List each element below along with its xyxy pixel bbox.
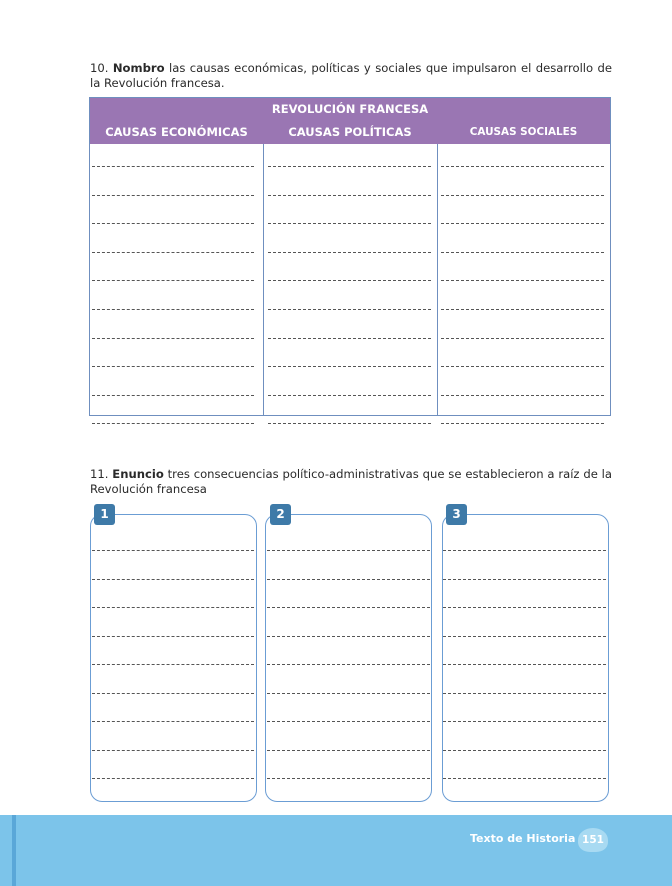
writing-line[interactable]	[443, 693, 606, 694]
writing-line[interactable]	[268, 280, 431, 281]
question-verb: Enuncio	[112, 467, 164, 481]
question-text: tres consecuencias político-administrativas que se establecieron a raíz de la Revolución francesa	[90, 467, 612, 496]
writing-line[interactable]	[441, 423, 604, 424]
question-11	[90, 467, 612, 497]
writing-line[interactable]	[267, 664, 430, 665]
writing-line[interactable]	[267, 636, 430, 637]
writing-line[interactable]	[92, 423, 254, 424]
writing-line[interactable]	[267, 550, 430, 551]
writing-line[interactable]	[92, 280, 254, 281]
writing-line[interactable]	[92, 309, 254, 310]
writing-line[interactable]	[443, 636, 606, 637]
writing-line[interactable]	[268, 252, 431, 253]
answer-box-1[interactable]	[90, 514, 257, 802]
writing-line[interactable]	[267, 778, 430, 779]
question-verb: Nombro	[112, 61, 165, 75]
writing-line[interactable]	[267, 750, 430, 751]
writing-line[interactable]	[92, 721, 254, 722]
writing-line[interactable]	[92, 693, 254, 694]
table-title: REVOLUCIÓN FRANCESA	[90, 98, 610, 121]
writing-line[interactable]	[443, 721, 606, 722]
causes-table	[89, 97, 611, 416]
writing-line[interactable]	[443, 550, 606, 551]
header-economic: CAUSAS ECONÓMICAS	[90, 120, 264, 144]
writing-line[interactable]	[92, 223, 254, 224]
writing-line[interactable]	[267, 693, 430, 694]
header-social: CAUSAS SOCIALES	[437, 120, 610, 144]
writing-line[interactable]	[92, 750, 254, 751]
writing-line[interactable]	[268, 309, 431, 310]
writing-line[interactable]	[267, 579, 430, 580]
question-10	[90, 61, 612, 91]
writing-line[interactable]	[441, 280, 604, 281]
writing-line[interactable]	[268, 223, 431, 224]
writing-line[interactable]	[441, 223, 604, 224]
writing-line[interactable]	[92, 607, 254, 608]
writing-line[interactable]	[441, 166, 604, 167]
question-number: 10.	[90, 61, 109, 75]
writing-line[interactable]	[268, 195, 431, 196]
writing-line[interactable]	[92, 550, 254, 551]
writing-line[interactable]	[92, 636, 254, 637]
writing-line[interactable]	[92, 195, 254, 196]
writing-line[interactable]	[92, 166, 254, 167]
writing-line[interactable]	[268, 366, 431, 367]
writing-line[interactable]	[267, 607, 430, 608]
writing-line[interactable]	[92, 395, 254, 396]
box-number-badge: 2	[270, 504, 291, 525]
writing-line[interactable]	[92, 579, 254, 580]
writing-line[interactable]	[92, 252, 254, 253]
writing-line[interactable]	[441, 252, 604, 253]
question-text: las causas económicas, políticas y sociales que impulsaron el desarrollo de la Revolución francesa.	[90, 61, 613, 90]
writing-line[interactable]	[443, 579, 606, 580]
writing-line[interactable]	[441, 309, 604, 310]
page-footer	[0, 815, 672, 886]
footer-book-title: Texto de Historia	[470, 832, 576, 845]
box-number-badge: 1	[94, 504, 115, 525]
writing-line[interactable]	[92, 664, 254, 665]
writing-line[interactable]	[267, 721, 430, 722]
writing-line[interactable]	[268, 423, 431, 424]
writing-line[interactable]	[268, 395, 431, 396]
writing-line[interactable]	[268, 166, 431, 167]
writing-line[interactable]	[443, 778, 606, 779]
box-number-badge: 3	[446, 504, 467, 525]
header-political: CAUSAS POLÍTICAS	[263, 120, 438, 144]
writing-line[interactable]	[443, 607, 606, 608]
writing-line[interactable]	[441, 338, 604, 339]
question-number: 11.	[90, 467, 109, 481]
writing-line[interactable]	[441, 395, 604, 396]
writing-line[interactable]	[441, 195, 604, 196]
answer-box-3[interactable]	[442, 514, 609, 802]
footer-edge-stripe	[12, 815, 16, 886]
writing-line[interactable]	[92, 366, 254, 367]
writing-line[interactable]	[441, 366, 604, 367]
writing-line[interactable]	[92, 778, 254, 779]
writing-line[interactable]	[443, 750, 606, 751]
page-number: 151	[578, 828, 608, 852]
writing-line[interactable]	[92, 338, 254, 339]
answer-box-2[interactable]	[265, 514, 432, 802]
writing-line[interactable]	[268, 338, 431, 339]
writing-line[interactable]	[443, 664, 606, 665]
